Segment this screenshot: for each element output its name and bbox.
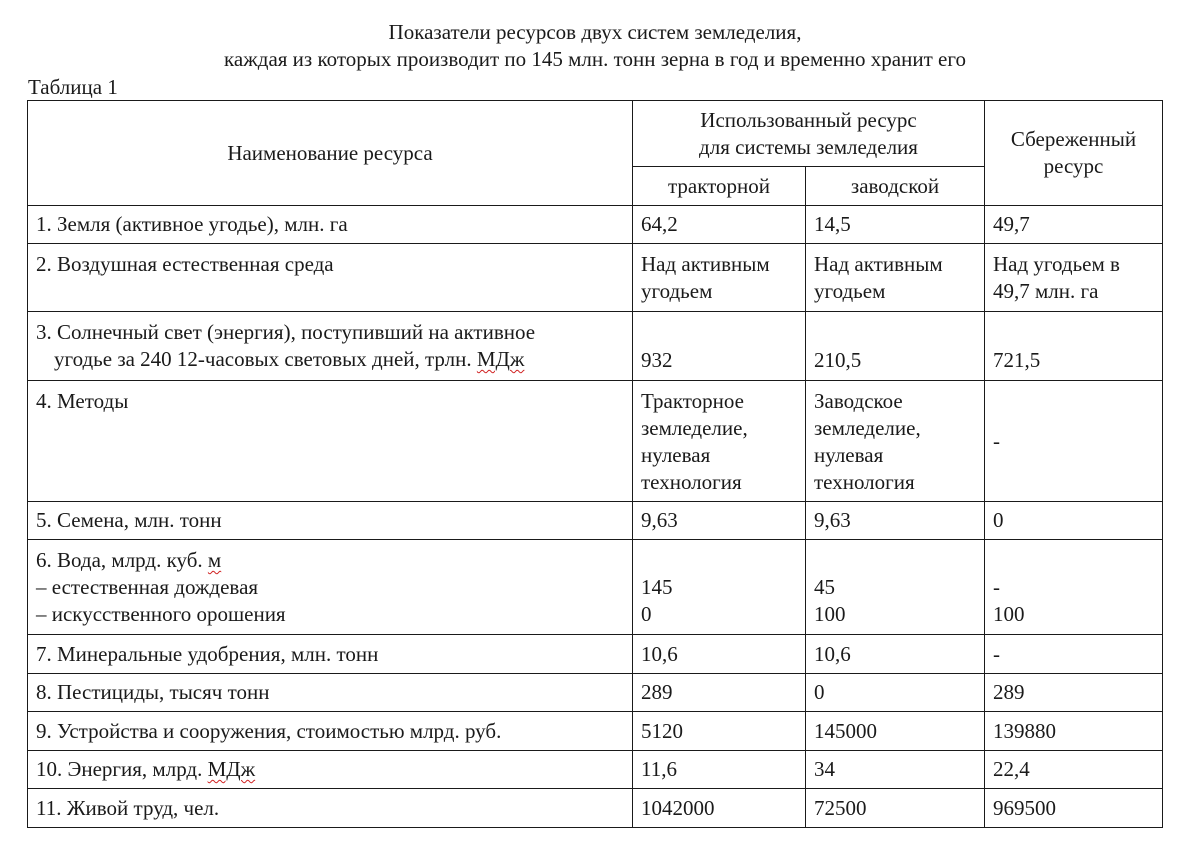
row-6-name [28, 540, 633, 635]
header-name: Наименование ресурса [227, 140, 433, 165]
header-saved-line-2: ресурс [1043, 154, 1104, 178]
table-row [28, 502, 1163, 540]
row-3-name [28, 312, 633, 381]
row-2-factory-line-2: угодьем [814, 279, 886, 303]
table-row [28, 206, 1163, 244]
row-4-factory-line-1: Заводское [814, 389, 903, 413]
row-4-saved: - [985, 381, 1163, 502]
table-row [28, 789, 1163, 828]
row-3-name-line-2 [36, 346, 624, 373]
row-3-tractor: 932 [633, 312, 806, 381]
row-7-name: 7. Минеральные удобрения, млн. тонн [28, 635, 633, 674]
row-7-factory: 10,6 [806, 635, 985, 674]
row-11-name: 11. Живой труд, чел. [28, 789, 633, 828]
row-2-saved-line-1: Над угодьем в [993, 252, 1120, 276]
table-row [28, 674, 1163, 712]
row-8-tractor: 289 [633, 674, 806, 712]
row-9-name: 9. Устройства и сооружения, стоимостью млрд. руб. [28, 712, 633, 751]
row-6-tractor-line-2: 145 [641, 575, 673, 599]
table-row [28, 712, 1163, 751]
row-2-tractor-line-1: Над активным [641, 252, 770, 276]
row-6-name-line-2: – естественная дождевая [36, 575, 259, 599]
row-3-name-unit: МДж [476, 347, 525, 371]
row-1-saved: 49,7 [985, 206, 1163, 244]
row-6-tractor-line-3: 0 [641, 602, 652, 626]
row-8-saved: 289 [985, 674, 1163, 712]
row-1-tractor: 64,2 [633, 206, 806, 244]
row-3-name-line-1: 3. Солнечный свет (энергия), поступивший на активное [36, 320, 536, 344]
table-row [28, 540, 1163, 635]
row-1-name: 1. Земля (активное угодье), млн. га [28, 206, 633, 244]
row-2-tractor-line-2: угодьем [641, 279, 713, 303]
row-5-saved: 0 [985, 502, 1163, 540]
table-label: Таблица 1 [28, 75, 118, 99]
row-1-factory: 14,5 [806, 206, 985, 244]
row-4-factory-line-2: земледелие, [814, 416, 921, 440]
row-3-name-line-2-text: угодье за 240 12-часовых световых дней, трлн. [54, 347, 477, 371]
row-6-saved-line-2: - [993, 575, 1000, 599]
header-saved-cell [985, 101, 1163, 206]
row-4-tractor-line-2: земледелие, [641, 416, 748, 440]
row-6-name-unit: м [207, 548, 222, 572]
row-4-tractor-line-4: технология [641, 470, 742, 494]
row-10-tractor: 11,6 [633, 751, 806, 789]
row-5-tractor: 9,63 [633, 502, 806, 540]
table-row [28, 312, 1163, 381]
row-11-factory: 72500 [806, 789, 985, 828]
document-title-line-2: каждая из которых производит по 145 млн. тонн зерна в год и временно хранит его [224, 47, 966, 71]
row-4-name: 4. Методы [28, 381, 633, 502]
row-10-factory: 34 [806, 751, 985, 789]
row-4-factory-line-3: нулевая [814, 443, 884, 467]
row-7-saved: - [985, 635, 1163, 674]
row-2-factory [806, 244, 985, 312]
row-6-name-line-1 [36, 547, 624, 574]
table-row [28, 244, 1163, 312]
header-factory: заводской [806, 167, 985, 206]
row-6-factory-line-2: 45 [814, 575, 835, 599]
header-used-line-2: для системы земледелия [699, 134, 918, 159]
document-title-line-1: Показатели ресурсов двух систем земледелия, [388, 20, 802, 44]
row-9-saved: 139880 [985, 712, 1163, 751]
table-header-row [28, 101, 1163, 167]
row-4-factory [806, 381, 985, 502]
resources-table [27, 100, 1163, 828]
row-3-saved: 721,5 [985, 312, 1163, 381]
header-saved-line-1: Сбереженный [1010, 127, 1137, 151]
row-6-tractor [633, 540, 806, 635]
row-9-factory: 145000 [806, 712, 985, 751]
row-3-factory: 210,5 [806, 312, 985, 381]
row-10-saved: 22,4 [985, 751, 1163, 789]
row-4-factory-line-4: технология [814, 470, 915, 494]
table-row [28, 635, 1163, 674]
row-4-tractor-line-1: Тракторное [641, 389, 744, 413]
row-6-saved [985, 540, 1163, 635]
header-used-cell [633, 101, 985, 167]
header-tractor: тракторной [633, 167, 806, 206]
row-10-name-text: 10. Энергия, млрд. [36, 757, 208, 781]
table-row [28, 381, 1163, 502]
row-7-tractor: 10,6 [633, 635, 806, 674]
row-2-tractor [633, 244, 806, 312]
row-11-tractor: 1042000 [633, 789, 806, 828]
row-6-name-line-3: – искусственного орошения [36, 602, 286, 626]
row-6-name-line-1-text: 6. Вода, млрд. куб. [36, 548, 208, 572]
row-6-factory-line-3: 100 [814, 602, 846, 626]
row-9-tractor: 5120 [633, 712, 806, 751]
row-5-name: 5. Семена, млн. тонн [28, 502, 633, 540]
row-2-saved-line-2: 49,7 млн. га [993, 279, 1099, 303]
row-6-saved-line-3: 100 [993, 602, 1025, 626]
row-2-saved [985, 244, 1163, 312]
row-10-name [28, 751, 633, 789]
table-row [28, 751, 1163, 789]
header-name-cell [28, 101, 633, 206]
row-8-name: 8. Пестициды, тысяч тонн [28, 674, 633, 712]
row-2-name: 2. Воздушная естественная среда [28, 244, 633, 312]
row-10-name-unit: МДж [207, 757, 256, 781]
row-5-factory: 9,63 [806, 502, 985, 540]
row-6-factory [806, 540, 985, 635]
header-used-line-1: Использованный ресурс [700, 107, 917, 132]
row-4-tractor [633, 381, 806, 502]
row-8-factory: 0 [806, 674, 985, 712]
row-2-factory-line-1: Над активным [814, 252, 943, 276]
row-11-saved: 969500 [985, 789, 1163, 828]
row-4-tractor-line-3: нулевая [641, 443, 711, 467]
